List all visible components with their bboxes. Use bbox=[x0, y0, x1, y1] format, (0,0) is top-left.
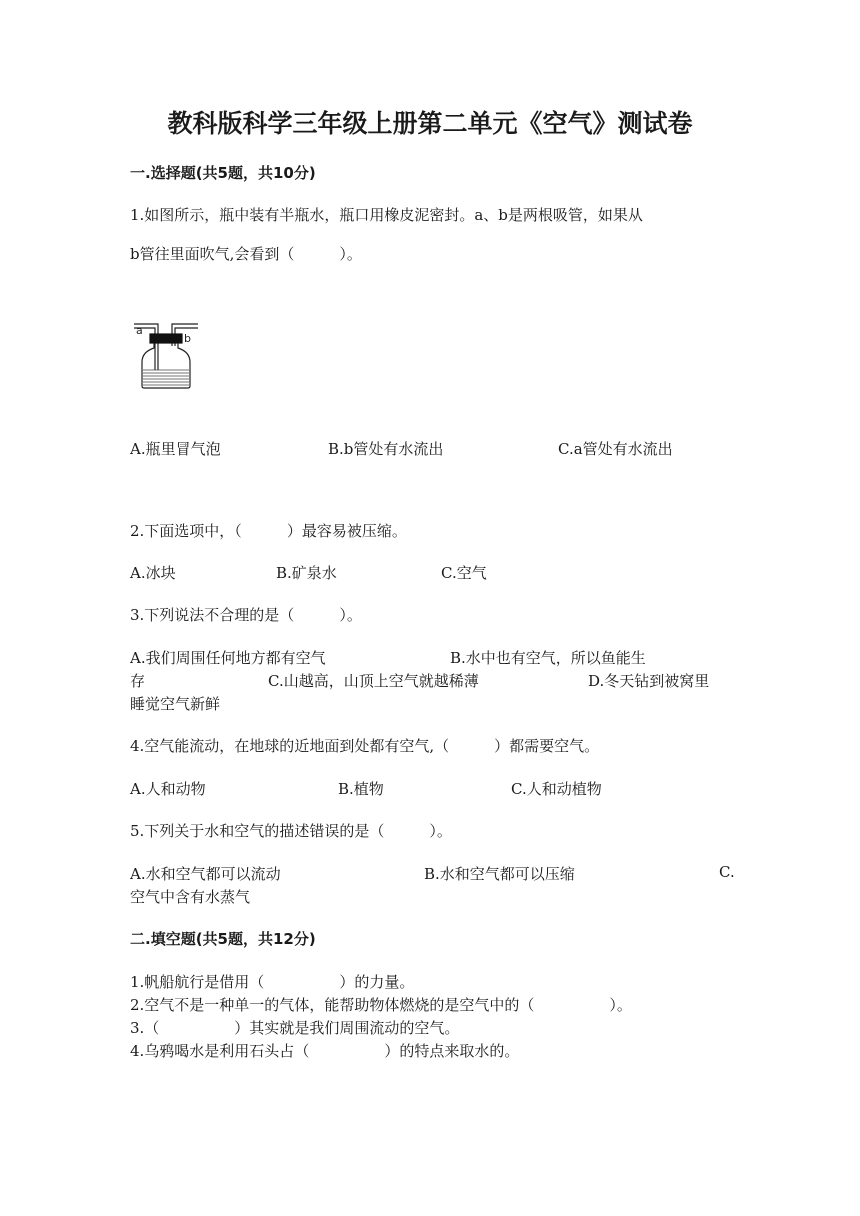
question-5-option-c-cont: 空气中含有水蒸气 bbox=[130, 888, 251, 906]
question-3-option-d-cont: 睡觉空气新鲜 bbox=[130, 695, 221, 713]
question-5-option-a: A.水和空气都可以流动 bbox=[130, 865, 281, 883]
question-1-text-line2: b管往里面吹气,会看到（ ）。 bbox=[130, 245, 362, 263]
section-heading-choice: 一.选择题(共5题，共10分) bbox=[130, 164, 316, 182]
question-3-option-d: D.冬天钻到被窝里 bbox=[588, 672, 710, 690]
figure-label-a: a bbox=[136, 324, 143, 337]
question-1-option-c: C.a管处有水流出 bbox=[558, 440, 673, 458]
question-2-text: 2.下面选项中，（ ）最容易被压缩。 bbox=[130, 522, 407, 540]
question-3-option-a: A.我们周围任何地方都有空气 bbox=[130, 649, 326, 667]
fill-in-item-1: 1.帆船航行是借用（ ）的力量。 bbox=[130, 973, 415, 991]
question-4-option-b: B.植物 bbox=[338, 780, 384, 798]
question-2-option-b: B.矿泉水 bbox=[276, 564, 337, 582]
question-3-option-c: C.山越高，山顶上空气就越稀薄 bbox=[268, 672, 479, 690]
fill-in-item-2: 2.空气不是一种单一的气体，能帮助物体燃烧的是空气中的（ ）。 bbox=[130, 996, 632, 1014]
page-title: 教科版科学三年级上册第二单元《空气》测试卷 bbox=[167, 109, 693, 138]
fill-in-item-3: 3.（ ）其实就是我们周围流动的空气。 bbox=[130, 1019, 460, 1037]
question-2-option-c: C.空气 bbox=[441, 564, 487, 582]
question-4-text: 4.空气能流动，在地球的近地面到处都有空气,（ ）都需要空气。 bbox=[130, 737, 600, 755]
section-heading-fill-in: 二.填空题(共5题，共12分) bbox=[130, 930, 316, 948]
question-5-text: 5.下列关于水和空气的描述错误的是（ ）。 bbox=[130, 822, 452, 840]
question-2-option-a: A.冰块 bbox=[130, 564, 176, 582]
bottle-with-straws-figure bbox=[130, 312, 202, 390]
question-1-option-b: B.b管处有水流出 bbox=[328, 440, 444, 458]
question-4-option-c: C.人和动植物 bbox=[511, 780, 602, 798]
question-4-option-a: A.人和动物 bbox=[130, 780, 206, 798]
question-5-option-b: B.水和空气都可以压缩 bbox=[424, 865, 575, 883]
question-5-option-c: C. bbox=[719, 863, 735, 881]
fill-in-item-4: 4.乌鸦喝水是利用石头占（ ）的特点来取水的。 bbox=[130, 1042, 520, 1060]
question-1-option-a: A.瓶里冒气泡 bbox=[130, 440, 221, 458]
figure-label-b: b bbox=[184, 332, 191, 345]
question-3-option-b-cont: 存 bbox=[130, 672, 146, 690]
question-1-text-line1: 1.如图所示，瓶中装有半瓶水，瓶口用橡皮泥密封。a、b是两根吸管，如果从 bbox=[130, 206, 643, 224]
question-3-text: 3.下列说法不合理的是（ ）。 bbox=[130, 606, 362, 624]
question-3-option-b: B.水中也有空气，所以鱼能生 bbox=[450, 649, 646, 667]
